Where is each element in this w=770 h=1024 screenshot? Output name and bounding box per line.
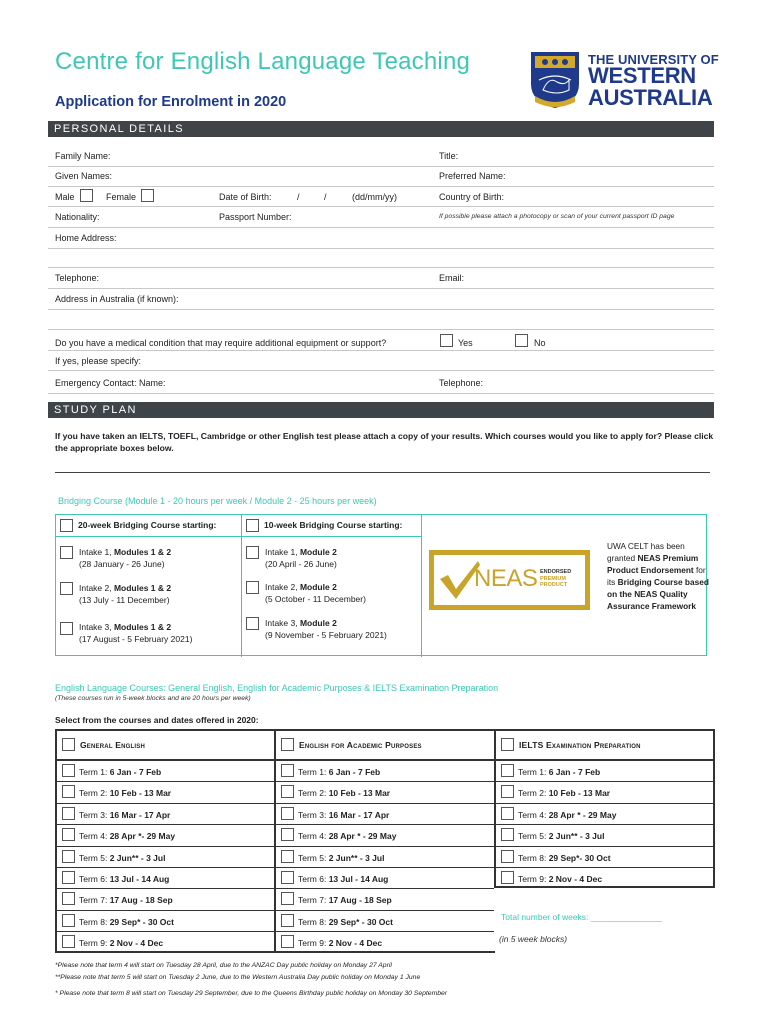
grid-line: [274, 910, 494, 911]
b20-intake-1-label: [79, 546, 171, 558]
bridging-20-checkbox[interactable]: [60, 519, 73, 532]
intake-modules: Module 2: [299, 582, 337, 592]
term-dates: 2 Jun** - 3 Jul: [548, 831, 605, 842]
ge-term-checkbox[interactable]: [62, 807, 75, 820]
eap-term-label: [298, 874, 388, 884]
country-of-birth-label: Country of Birth:: [439, 192, 505, 202]
note-bold: NEAS Premium Product Endorsement: [607, 553, 699, 575]
ge-term-label: [79, 831, 175, 841]
ge-term-label: [79, 853, 165, 863]
term-number: Term 2:: [298, 788, 329, 799]
ge-term-label: [79, 938, 163, 948]
ielts-term-label: [518, 853, 611, 863]
grid-line: [55, 781, 275, 782]
grid-line: [494, 824, 714, 825]
grid-line: [55, 824, 275, 825]
home-address-label: Home Address:: [55, 233, 117, 243]
b20-intake-3-dates: (17 August - 5 February 2021): [79, 634, 193, 644]
b20-intake-3-checkbox[interactable]: [60, 622, 73, 635]
grid-line: [55, 910, 275, 911]
term-number: Term 6:: [298, 874, 329, 884]
term-dates: 2 Nov - 4 Dec: [328, 938, 383, 949]
divider: [48, 206, 714, 207]
term-number: Term 7:: [79, 895, 110, 906]
term-dates: 6 Jan - 7 Feb: [109, 767, 162, 777]
dob-format-hint: (dd/mm/yy): [352, 192, 397, 202]
ge-term-checkbox[interactable]: [62, 850, 75, 863]
grid-line: [494, 803, 714, 804]
ielts-term-checkbox[interactable]: [501, 807, 514, 820]
divider: [55, 472, 710, 473]
uwa-crest-icon: [527, 50, 583, 110]
total-weeks-note: (in 5 week blocks): [499, 934, 568, 944]
b20-intake-2-dates: (13 July - 11 December): [79, 595, 170, 605]
grid-line: [55, 888, 275, 889]
intake-text: Intake 3,: [265, 618, 300, 628]
divider: [421, 515, 422, 657]
eap-term-checkbox[interactable]: [281, 914, 294, 927]
ielts-heading: IELTS Examination Preparation: [519, 740, 641, 750]
eap-term-label: [298, 810, 389, 820]
ge-term-checkbox[interactable]: [62, 828, 75, 841]
address-australia-label: Address in Australia (if known):: [55, 294, 179, 304]
ge-term-checkbox[interactable]: [62, 764, 75, 777]
term-dates: 17 Aug - 18 Sep: [109, 895, 173, 906]
ielts-term-checkbox[interactable]: [501, 850, 514, 863]
ge-term-label: [79, 788, 171, 798]
note-text: for its: [607, 565, 706, 587]
term-number: Term 8:: [518, 852, 549, 863]
b20-intake-3-label: [79, 621, 171, 633]
grid-line: [494, 886, 715, 888]
grid-line: [274, 931, 494, 932]
grid-line: [274, 867, 494, 868]
term-dates: 13 Jul - 14 Aug: [328, 874, 389, 884]
eap-term-checkbox[interactable]: [281, 785, 294, 798]
female-checkbox[interactable]: [141, 189, 154, 202]
term-number: Term 8:: [298, 916, 329, 927]
grid-line: [274, 729, 276, 953]
intake-text: Intake 2,: [265, 582, 300, 592]
grid-line: [55, 931, 275, 932]
emergency-telephone-label: Telephone:: [439, 378, 484, 388]
divider: [48, 248, 714, 249]
dob-separator: /: [324, 192, 327, 202]
eap-term-label: [298, 853, 384, 863]
eap-heading: English for Academic Purposes: [299, 740, 422, 750]
intake-modules: Modules 1 & 2: [113, 622, 172, 632]
neas-badge-inner: [434, 555, 585, 605]
intake-modules: Modules 1 & 2: [113, 583, 172, 593]
note-text: UWA CELT has been granted: [607, 541, 685, 563]
grid-line: [55, 803, 275, 804]
neas-badge: [429, 550, 590, 610]
footnote-term4: *Please note that term 4 will start on Tuesday 28 April, due to the ANZAC Day public holiday on Monday 27 April: [55, 962, 392, 969]
term-number: Term 1:: [298, 767, 329, 777]
note-bold: Bridging Course based on the NEAS Quality Assurance Framework: [607, 577, 709, 611]
study-plan-header: STUDY PLAN: [48, 402, 714, 418]
emergency-contact-label: Emergency Contact: Name:: [55, 378, 166, 388]
intake-modules: Module 2: [299, 618, 337, 628]
neas-line: PRODUCT: [540, 582, 568, 588]
term-number: Term 4:: [298, 831, 329, 842]
grid-line: [494, 867, 714, 868]
ielts-term-label: [518, 831, 604, 841]
term-dates: 2 Jun** - 3 Jul: [328, 852, 385, 863]
email-label: Email:: [439, 273, 465, 283]
term-dates: 13 Jul - 14 Aug: [109, 874, 170, 884]
ge-term-checkbox[interactable]: [62, 914, 75, 927]
term-dates: 28 Apr *- 29 May: [109, 831, 176, 842]
ge-term-checkbox[interactable]: [62, 871, 75, 884]
b10-intake-1-checkbox[interactable]: [246, 546, 259, 559]
uwa-logo: [527, 50, 722, 110]
term-number: Term 5:: [298, 852, 329, 863]
term-number: Term 3:: [298, 809, 329, 820]
bridging-20-heading: 20-week Bridging Course starting:: [78, 520, 217, 530]
term-number: Term 5:: [518, 831, 549, 842]
female-label: Female: [106, 192, 137, 202]
grid-line: [494, 729, 496, 887]
general-english-checkbox[interactable]: [62, 738, 75, 751]
term-number: Term 8:: [79, 916, 110, 927]
term-number: Term 9:: [518, 874, 549, 884]
grid-line: [274, 824, 494, 825]
page-title: Centre for English Language Teaching: [55, 48, 471, 75]
ge-term-label: [79, 895, 173, 905]
term-number: Term 2:: [518, 788, 549, 799]
term-dates: 29 Sep* - 30 Oct: [328, 916, 393, 927]
grid-line: [55, 951, 495, 953]
study-instructions: If you have taken an IELTS, TOEFL, Cambridge or other English test please attach a copy of your results. Which courses would you like to apply for? Please click the appropriate boxes below.: [55, 431, 714, 453]
bridging-heading: Bridging Course (Module 1 - 20 hours per week / Module 2 - 25 hours per week): [58, 496, 377, 506]
medical-no-checkbox[interactable]: [515, 334, 528, 347]
bridging-10-checkbox[interactable]: [246, 519, 259, 532]
grid-line: [274, 846, 494, 847]
term-number: Term 9:: [79, 938, 110, 949]
term-dates: 28 Apr * - 29 May: [328, 831, 397, 842]
footnote-term5: **Please note that term 5 will start on Tuesday 2 June, due to the Western Australia Day public holiday on Monday 1 June: [55, 974, 421, 981]
grid-line: [274, 781, 494, 782]
divider: [48, 186, 714, 187]
eap-term-checkbox[interactable]: [281, 871, 294, 884]
telephone-label: Telephone:: [55, 273, 100, 283]
passport-note: If possible please attach a photocopy or scan of your current passport ID page: [439, 213, 675, 220]
eap-term-checkbox[interactable]: [281, 807, 294, 820]
ielts-term-label: [518, 874, 602, 884]
b10-intake-1-dates: (20 April - 26 June): [265, 559, 337, 569]
term-dates: 6 Jan - 7 Feb: [328, 767, 381, 777]
ielts-checkbox[interactable]: [501, 738, 514, 751]
footnote-term8: * Please note that term 8 will start on Tuesday 29 September, due to the Queens Birthday public holiday on Monday 30 September: [55, 990, 448, 997]
b10-intake-3-checkbox[interactable]: [246, 617, 259, 630]
courses-grid: [55, 729, 715, 953]
eap-term-label: [298, 938, 382, 948]
male-checkbox[interactable]: [80, 189, 93, 202]
ielts-term-checkbox[interactable]: [501, 764, 514, 777]
medical-question: Do you have a medical condition that may require additional equipment or support?: [55, 338, 387, 348]
term-dates: 2 Jun** - 3 Jul: [109, 852, 166, 863]
divider: [48, 370, 714, 371]
bridging-10-heading: 10-week Bridging Course starting:: [264, 520, 403, 530]
intake-modules: Module 2: [299, 547, 337, 557]
grid-line: [55, 759, 715, 761]
b10-intake-1-label: [265, 546, 337, 558]
term-dates: 10 Feb - 13 Mar: [109, 788, 172, 799]
term-number: Term 1:: [518, 767, 549, 777]
neas-endorsed-text: [540, 569, 571, 589]
divider: [48, 309, 714, 310]
term-dates: 16 Mar - 17 Apr: [328, 809, 390, 820]
family-name-label: Family Name:: [55, 151, 111, 161]
divider: [48, 393, 714, 394]
male-label: Male: [55, 192, 75, 202]
title-label: Title:: [439, 151, 459, 161]
term-number: Term 5:: [79, 852, 110, 863]
term-dates: 10 Feb - 13 Mar: [328, 788, 391, 799]
medical-yes-checkbox[interactable]: [440, 334, 453, 347]
b10-intake-2-label: [265, 581, 337, 593]
neas-endorsement-note: [607, 540, 712, 612]
term-dates: 29 Sep*- 30 Oct: [548, 852, 611, 863]
ielts-term-checkbox[interactable]: [501, 828, 514, 841]
term-number: Term 9:: [298, 938, 329, 949]
term-dates: 10 Feb - 13 Mar: [548, 788, 611, 799]
logo-line-3: AUSTRALIA: [588, 85, 713, 110]
term-dates: 2 Nov - 4 Dec: [109, 938, 164, 949]
eap-term-label: [298, 917, 393, 927]
preferred-name-label: Preferred Name:: [439, 171, 506, 181]
dob-label: Date of Birth:: [219, 192, 272, 202]
ielts-term-label: [518, 767, 600, 777]
grid-line: [55, 729, 715, 731]
eap-term-label: [298, 831, 396, 841]
form-subtitle: Application for Enrolment in 2020: [55, 94, 287, 110]
specify-label: If yes, please specify:: [55, 356, 142, 366]
personal-details-header: PERSONAL DETAILS: [48, 121, 714, 137]
term-dates: 28 Apr * - 29 May: [548, 809, 617, 820]
neas-line: PREMIUM: [540, 575, 566, 582]
given-names-label: Given Names:: [55, 171, 113, 181]
term-number: Term 6:: [79, 874, 110, 884]
divider: [48, 227, 714, 228]
ge-term-checkbox[interactable]: [62, 935, 75, 948]
divider: [48, 166, 714, 167]
b10-intake-3-label: [265, 617, 337, 629]
ge-term-label: [79, 917, 174, 927]
eap-term-checkbox[interactable]: [281, 850, 294, 863]
ge-term-checkbox[interactable]: [62, 892, 75, 905]
term-number: Term 7:: [298, 895, 329, 906]
eap-term-checkbox[interactable]: [281, 764, 294, 777]
ielts-term-label: [518, 788, 610, 798]
neas-line: ENDORSED: [540, 569, 572, 575]
term-number: Term 2:: [79, 788, 110, 799]
grid-line: [274, 888, 494, 889]
ge-term-label: [79, 874, 169, 884]
b20-intake-2-label: [79, 582, 171, 594]
term-dates: 2 Nov - 4 Dec: [548, 874, 603, 884]
logo-line-2: WESTERN: [588, 63, 696, 88]
eap-term-label: [298, 895, 392, 905]
grid-line: [274, 803, 494, 804]
logo-line-1: THE UNIVERSITY OF: [588, 52, 719, 67]
term-dates: 29 Sep* - 30 Oct: [109, 916, 174, 927]
divider: [48, 329, 714, 330]
divider: [48, 267, 714, 268]
no-label: No: [534, 338, 546, 348]
b10-intake-2-dates: (5 October - 11 December): [265, 594, 366, 604]
term-dates: 17 Aug - 18 Sep: [328, 895, 392, 906]
passport-label: Passport Number:: [219, 212, 292, 222]
ge-term-label: [79, 810, 170, 820]
term-number: Term 4:: [518, 809, 549, 820]
ielts-term-checkbox[interactable]: [501, 871, 514, 884]
ge-term-label: [79, 767, 161, 777]
neas-wordmark: NEAS: [474, 565, 538, 592]
eap-term-checkbox[interactable]: [281, 828, 294, 841]
divider: [48, 288, 714, 289]
elc-subheading: (These courses run in 5-week blocks and are 20 hours per week): [55, 695, 251, 702]
total-weeks-label: Total number of weeks: _______________: [501, 912, 662, 922]
eap-term-label: [298, 788, 390, 798]
intake-modules: Modules 1 & 2: [113, 547, 172, 557]
grid-line: [55, 846, 275, 847]
eap-term-checkbox[interactable]: [281, 935, 294, 948]
eap-checkbox[interactable]: [281, 738, 294, 751]
grid-line: [55, 729, 57, 953]
b20-intake-1-dates: (28 January - 26 June): [79, 559, 165, 569]
intake-text: Intake 2,: [79, 583, 114, 593]
term-dates: 6 Jan - 7 Feb: [548, 767, 601, 777]
eap-term-checkbox[interactable]: [281, 892, 294, 905]
term-number: Term 1:: [79, 767, 110, 777]
term-number: Term 3:: [79, 809, 110, 820]
dob-separator: /: [297, 192, 300, 202]
elc-heading: English Language Courses: General English, English for Academic Purposes & IELTS Examination Preparation: [55, 683, 499, 693]
term-number: Term 4:: [79, 831, 110, 842]
ielts-term-checkbox[interactable]: [501, 785, 514, 798]
yes-label: Yes: [458, 338, 473, 348]
b10-intake-3-dates: (9 November - 5 February 2021): [265, 630, 387, 640]
nationality-label: Nationality:: [55, 212, 100, 222]
b10-intake-2-checkbox[interactable]: [246, 581, 259, 594]
grid-line: [713, 729, 715, 887]
general-english-heading: General English: [80, 740, 145, 750]
grid-line: [494, 781, 714, 782]
b20-intake-2-checkbox[interactable]: [60, 582, 73, 595]
intake-text: Intake 3,: [79, 622, 114, 632]
intake-text: Intake 1,: [265, 547, 300, 557]
divider: [48, 350, 714, 351]
ge-term-checkbox[interactable]: [62, 785, 75, 798]
intake-text: Intake 1,: [79, 547, 114, 557]
ielts-term-label: [518, 810, 616, 820]
grid-line: [55, 867, 275, 868]
term-dates: 16 Mar - 17 Apr: [109, 809, 171, 820]
grid-line: [494, 846, 714, 847]
eap-term-label: [298, 767, 380, 777]
select-courses-label: Select from the courses and dates offered in 2020:: [55, 715, 259, 725]
b20-intake-1-checkbox[interactable]: [60, 546, 73, 559]
divider: [56, 536, 421, 537]
